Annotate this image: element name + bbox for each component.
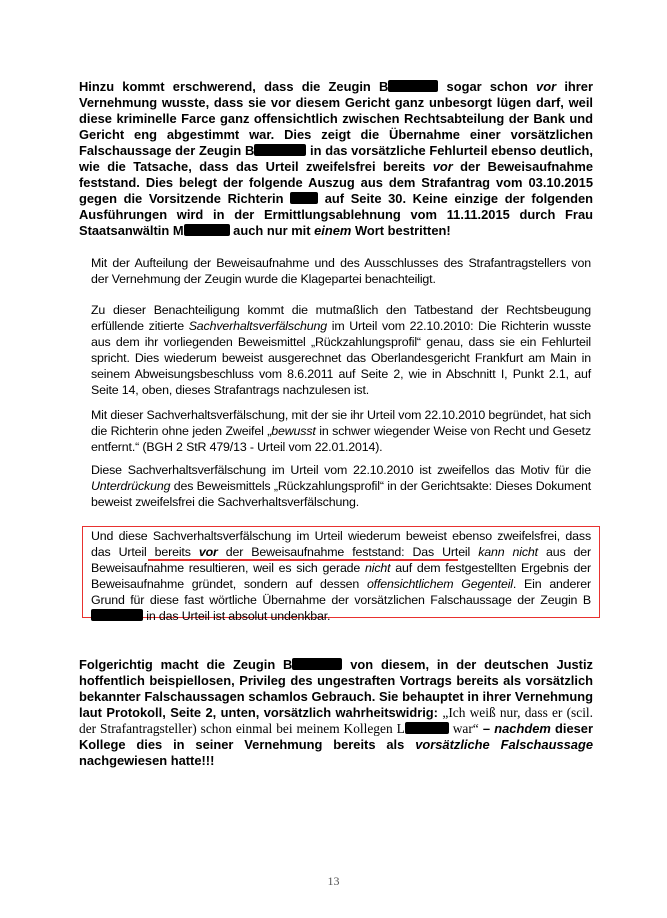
emphasis-text: vorsätzliche Falschaussage	[415, 737, 594, 752]
text-segment: Diese Sachverhaltsverfälschung im Urteil vom 22.10.2010 ist zweifellos das Motiv für die	[91, 463, 591, 477]
emphasis-text: bewusst	[271, 423, 316, 438]
closing-paragraph	[79, 657, 593, 769]
quoted-statement: war“	[448, 721, 479, 736]
text-segment: Mit dieser Sachverhaltsverfälschung, mit der sie ihr Urteil vom 22.10.2010 begründet, hat sich die Richterin ohne jeden Zweifel „	[91, 408, 591, 438]
emphasis-text: vor	[198, 544, 218, 559]
text-segment: ihrer Vernehmung wusste, dass sie vor diesem Gericht ganz unbesorgt lügen darf, weil diese kriminelle Farce ganz offensichtlich zwischen Rechtsabteilung der Bank und Gericht eng abgestimmt war. Dies zeigt die Übernahme einer vorsätzlichen Falschaussage der Zeugin B	[79, 79, 593, 158]
emphasis-text: nicht	[364, 560, 391, 575]
text-segment: in das Urteil ist absolut undenkbar.	[143, 608, 331, 623]
redaction-bar	[91, 609, 143, 621]
text-segment: Wort bestritten!	[351, 223, 451, 238]
emphasis-text: vor	[536, 79, 557, 94]
text-segment: auf Seite 30. Keine einzige der folgenden Ausführungen wird in der Ermittlungsablehnung vom 11.11.2015 durch Frau Staatsanwältin M	[79, 191, 594, 238]
text-segment: von diesem, in der deutschen Justiz hoffentlich beispiellosen, Privileg des ungestraften Vortrags bereits als vorsätzlich bekannter Falschaussagen schamlos Gebrauch. Sie behauptet in ihrer Vernehmung laut Protokoll, Seite 2, unten, vorsätzlich wahrheitswidrig:	[79, 657, 593, 720]
text-segment: nachgewiesen hatte!!!	[79, 753, 215, 768]
quote-paragraph-1	[91, 256, 591, 288]
text-segment: Und diese Sachverhaltsverfälschung im Urteil wiederum beweist ebenso zweifelsfrei, dass	[91, 529, 591, 543]
quote-paragraph-4	[91, 463, 591, 511]
emphasis-text: kann nicht	[478, 544, 538, 559]
text-segment: . Ein anderer Grund für diese fast wörtliche Übernahme der vorsätzlichen Falschaussage der Zeugin B	[91, 576, 591, 607]
redaction-bar	[388, 80, 438, 92]
text-segment: Folgerichtig macht die Zeugin B	[79, 657, 293, 672]
text-segment: sogar schon	[438, 79, 537, 94]
emphasis-text: Unterdrückung	[91, 478, 171, 493]
text-segment: im Urteil vom 22.10.2010: Die Richterin wusste aus dem ihr vorliegenden Beweismittel „Rückzahlungsprofil“ genau, dass sie ein Fehlurteil spricht. Dies wiederum beweist ausgerechnet das Oberlandesgericht Frankfurt am Main in seinem Abweisungsbeschluss vom 8.6.2011 auf Seite 2, wie in Abschnitt I, Punkt 2.1, auf Seite 14, oben, dieses Strafantrags nachzulesen ist.	[91, 318, 591, 397]
quote-paragraph-3	[91, 408, 591, 456]
text-segment: auf dem festgestellten Ergebnis der Beweisaufnahme gründet, sondern auf dessen	[91, 560, 591, 591]
text-segment: –	[478, 721, 495, 736]
highlighted-phrase: der Beweisaufnahme feststand	[217, 544, 402, 559]
redaction-bar	[292, 658, 342, 670]
page-number: 13	[327, 874, 340, 888]
emphasis-text: vor	[432, 159, 453, 174]
emphasis-text: nachdem	[494, 721, 551, 736]
redaction-bar	[184, 224, 230, 236]
text-segment: aus der Beweisaufnahme resultieren, weil es sich gerade	[91, 544, 592, 575]
text-segment: des Beweismittels „Rückzahlungsprofil“ in der Gerichtsakte: Dieses Dokument beweist zweifelsfrei die Sachverhaltsverfälschung.	[91, 478, 591, 509]
text-segment: in schwer wiegender Weise von Recht und Gesetz entfernt.“ (BGH 2 StR 479/13 - Urteil vom 22.01.2014).	[91, 423, 592, 454]
text-segment: Mit der Aufteilung der Beweisaufnahme und des Ausschlusses des Strafantragstellers von der Vernehmung der Zeugin wurde die Klagepartei benachteiligt.	[91, 256, 591, 286]
text-segment: : Das Urteil	[401, 544, 479, 559]
text-segment: in das vorsätzliche Fehlurteil ebenso deutlich, wie die Tatsache, dass das Urteil zweifelsfrei bereits	[79, 143, 594, 174]
text-segment: auch nur mit	[229, 223, 315, 238]
intro-paragraph	[79, 79, 593, 239]
text-segment: der Beweisaufnahme feststand. Dies belegt der folgende Auszug aus dem Strafantrag vom 03.10.2015 gegen die Vorsitzende Richterin	[79, 159, 593, 206]
emphasis-text: offensichtlichem Gegenteil	[366, 576, 513, 591]
redaction-bar	[290, 192, 318, 204]
text-segment: Hinzu kommt erschwerend, dass die Zeugin B	[79, 79, 389, 94]
redaction-bar	[254, 144, 306, 156]
text-segment: dieser Kollege dies in seiner Vernehmung bereits als	[79, 721, 593, 752]
emphasis-text: einem	[314, 223, 352, 238]
redaction-bar	[405, 722, 449, 734]
highlighted-phrase: das Urteil bereits	[91, 544, 199, 559]
quote-paragraph-5	[91, 529, 591, 624]
text-segment: Zu dieser Benachteiligung kommt die mutmaßlich den Tatbestand der Rechtsbeugung erfüllende zitierte	[91, 303, 591, 333]
quote-paragraph-2	[91, 303, 591, 398]
emphasis-text: Sachverhaltsverfälschung	[188, 318, 327, 333]
quoted-statement: „Ich weiß nur, dass er (scil. der Strafantragsteller) schon einmal bei meinem Kollegen L	[79, 705, 593, 736]
